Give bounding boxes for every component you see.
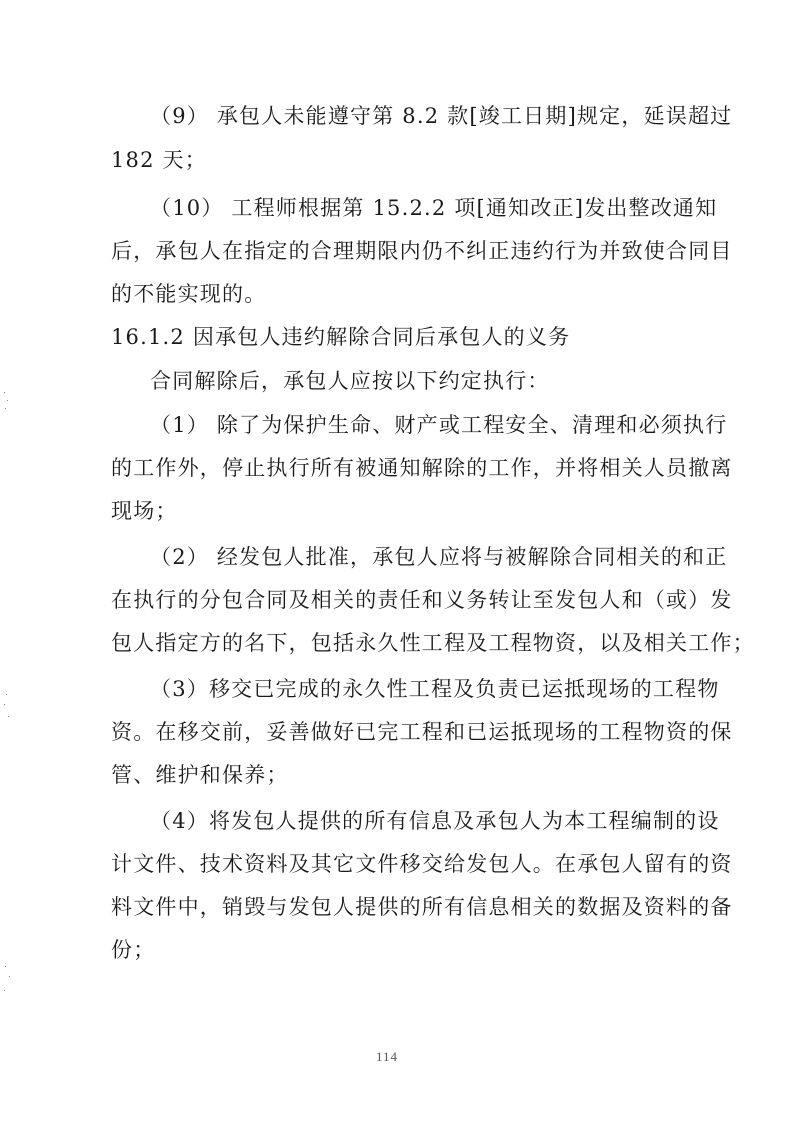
item-9-line-2: 182 天；	[111, 148, 207, 172]
duty-4-line-4: 份；	[111, 938, 156, 962]
scan-artifacts	[2, 960, 12, 1000]
duty-1-line-2: 的工作外，停止执行所有被通知解除的工作，并将相关人员撤离	[111, 456, 733, 480]
duty-4-line-3: 料文件中，销毁与发包人提供的所有信息相关的数据及资料的备	[111, 895, 733, 919]
scan-artifacts	[2, 390, 12, 420]
section-heading: 16.1.2 因承包人违约解除合同后承包人的义务	[111, 325, 571, 349]
duty-2-line-3: 包人指定方的名下，包括永久性工程及工程物资，以及相关工作；	[111, 631, 755, 655]
item-9-line-1: （9） 承包人未能遵守第 8.2 款[竣工日期]规定，延误超过	[150, 104, 733, 128]
page-number: 114	[376, 1049, 399, 1064]
duty-2-line-2: 在执行的分包合同及相关的责任和义务转让至发包人和（或）发	[111, 588, 733, 612]
duty-1-line-3: 现场；	[111, 499, 178, 523]
scan-artifacts	[2, 690, 12, 730]
duty-3-line-1: （3）移交已完成的永久性工程及负责已运抵现场的工程物	[150, 677, 720, 701]
duty-3-line-3: 管、维护和保养；	[111, 763, 289, 787]
duty-3-line-2: 资。在移交前，妥善做好已完工程和已运抵现场的工程物资的保	[111, 720, 733, 744]
duty-2-line-1: （2） 经发包人批准，承包人应将与被解除合同相关的和正	[150, 545, 728, 569]
intro-paragraph: 合同解除后，承包人应按以下约定执行：	[150, 369, 550, 393]
duty-4-line-2: 计文件、技术资料及其它文件移交给发包人。在承包人留有的资	[111, 852, 733, 876]
item-10-line-2: 后，承包人在指定的合理期限内仍不纠正违约行为并致使合同目	[111, 239, 733, 263]
item-10-line-1: （10） 工程师根据第 15.2.2 项[通知改正]发出整改通知	[150, 196, 718, 220]
item-10-line-3: 的不能实现的。	[111, 282, 267, 306]
duty-1-line-1: （1） 除了为保护生命、财产或工程安全、清理和必须执行	[150, 413, 728, 437]
duty-4-line-1: （4）将发包人提供的所有信息及承包人为本工程编制的设	[150, 809, 720, 833]
